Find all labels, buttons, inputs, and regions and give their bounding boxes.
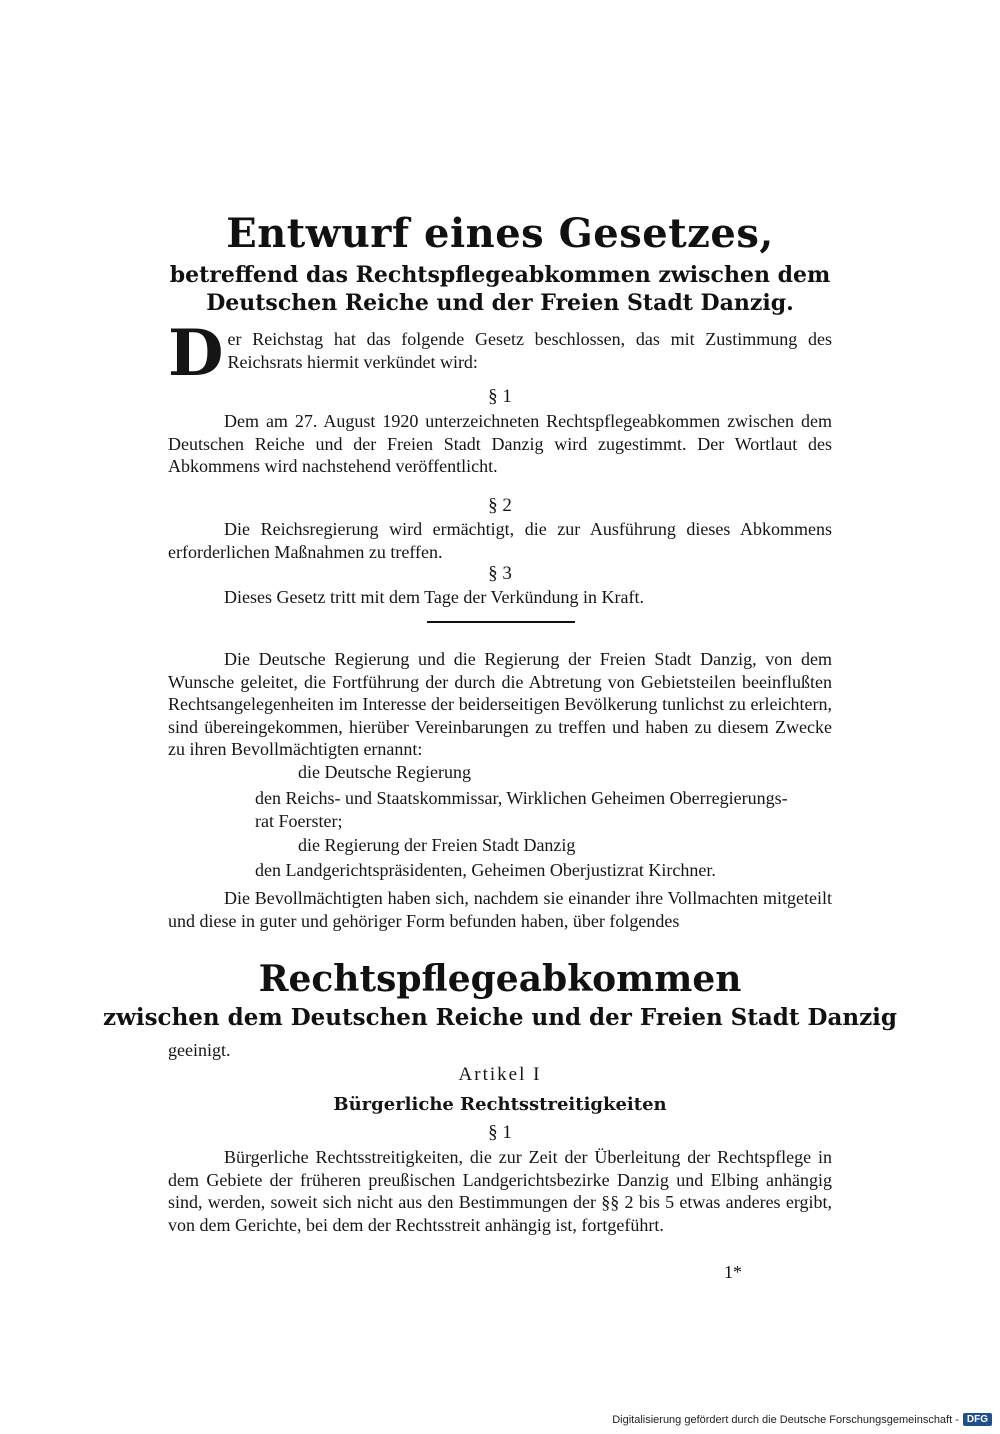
preamble-paragraph: Die Deutsche Regierung und die Regierung der Freien Stadt Danzig, von dem Wunsche geleitet, die Fortführung der durch die Abtretung von Gebietsteilen beeinflußten Rechtsangelegenheiten im Interesse der beiderseitigen Bevölkerung tunlichst zu erleichtern, sind übereingekommen, hierüber Vereinbarungen zu treffen und haben zu diesem Zwecke zu ihren Bevollmächtigten ernannt: <box>168 649 832 759</box>
section-heading-1: § 1 <box>488 386 512 407</box>
article-section-heading: § 1 <box>488 1122 512 1143</box>
agreement-title: Rechtspflegeabkommen <box>258 958 742 1000</box>
document-title: Entwurf eines Gesetzes, <box>226 210 774 257</box>
plenipotentiary-line-1: die Deutsche Regierung <box>298 762 471 782</box>
plenipotentiary-line-2: den Reichs- und Staatskommissar, Wirklichen Geheimen Oberregierungs- <box>255 788 788 808</box>
dfg-logo-icon: DFG <box>963 1413 992 1426</box>
document-subtitle-line1: betreffend das Rechtspflegeabkommen zwischen dem <box>169 262 831 288</box>
plenipotentiary-line-4: die Regierung der Freien Stadt Danzig <box>298 835 576 855</box>
section-text-1: Dem am 27. August 1920 unterzeichneten Rechtspflegeabkommen zwischen dem Deutschen Reiche und der Freien Stadt Danzig wird zugestimmt. Der Wortlaut des Abkommens wird nachstehend veröffentlicht. <box>168 411 832 476</box>
section-text-3: Dieses Gesetz tritt mit dem Tage der Verkündung in Kraft. <box>224 587 644 607</box>
document-subtitle-line2: Deutschen Reiche und der Freien Stadt Danzig. <box>206 290 794 316</box>
article-section-text: Bürgerliche Rechtsstreitigkeiten, die zur Zeit der Überleitung der Rechtspflege in dem Gebiete der früheren preußischen Landgerichtsbezirke Danzig und Elbing anhängig sind, werden, soweit sich nicht aus den Bestimmungen der §§ 2 bis 5 etwas anderes ergibt, von dem Gerichte, bei dem der Rechtsstreit anhängig ist, fortgeführt. <box>168 1147 832 1235</box>
page-number: 1* <box>724 1262 742 1282</box>
agreement-geeinigt: geeinigt. <box>168 1040 231 1060</box>
plenipotentiary-line-5: den Landgerichtspräsidenten, Geheimen Oberjustizrat Kirchner. <box>255 860 716 880</box>
digitization-credit <box>612 1413 992 1426</box>
credit-text: Digitalisierung gefördert durch die Deutsche Forschungsgemeinschaft - <box>612 1413 959 1426</box>
agreement-subtitle: zwischen dem Deutschen Reiche und der Freien Stadt Danzig <box>103 1004 897 1031</box>
article-subheading: Bürgerliche Rechtsstreitigkeiten <box>333 1094 667 1115</box>
section-heading-2: § 2 <box>488 495 512 516</box>
intro-paragraph <box>168 316 832 391</box>
plenipotentiary-line-3: rat Foerster; <box>255 811 343 831</box>
section-divider <box>427 621 575 623</box>
agreement-intro: Die Bevollmächtigten haben sich, nachdem sie einander ihre Vollmachten mitgeteilt und diese in guter und gehöriger Form befunden haben, über folgendes <box>168 888 832 931</box>
section-text-2: Die Reichsregierung wird ermächtigt, die zur Ausführung dieses Abkommens erforderlichen Maßnahmen zu treffen. <box>168 519 832 562</box>
intro-text: er Reichstag hat das folgende Gesetz beschlossen, das mit Zustimmung des Reichsrats hiermit verkündet wird: <box>227 329 832 372</box>
section-heading-3: § 3 <box>488 563 512 584</box>
article-heading: Artikel I <box>458 1064 542 1085</box>
drop-cap: D <box>168 316 224 391</box>
